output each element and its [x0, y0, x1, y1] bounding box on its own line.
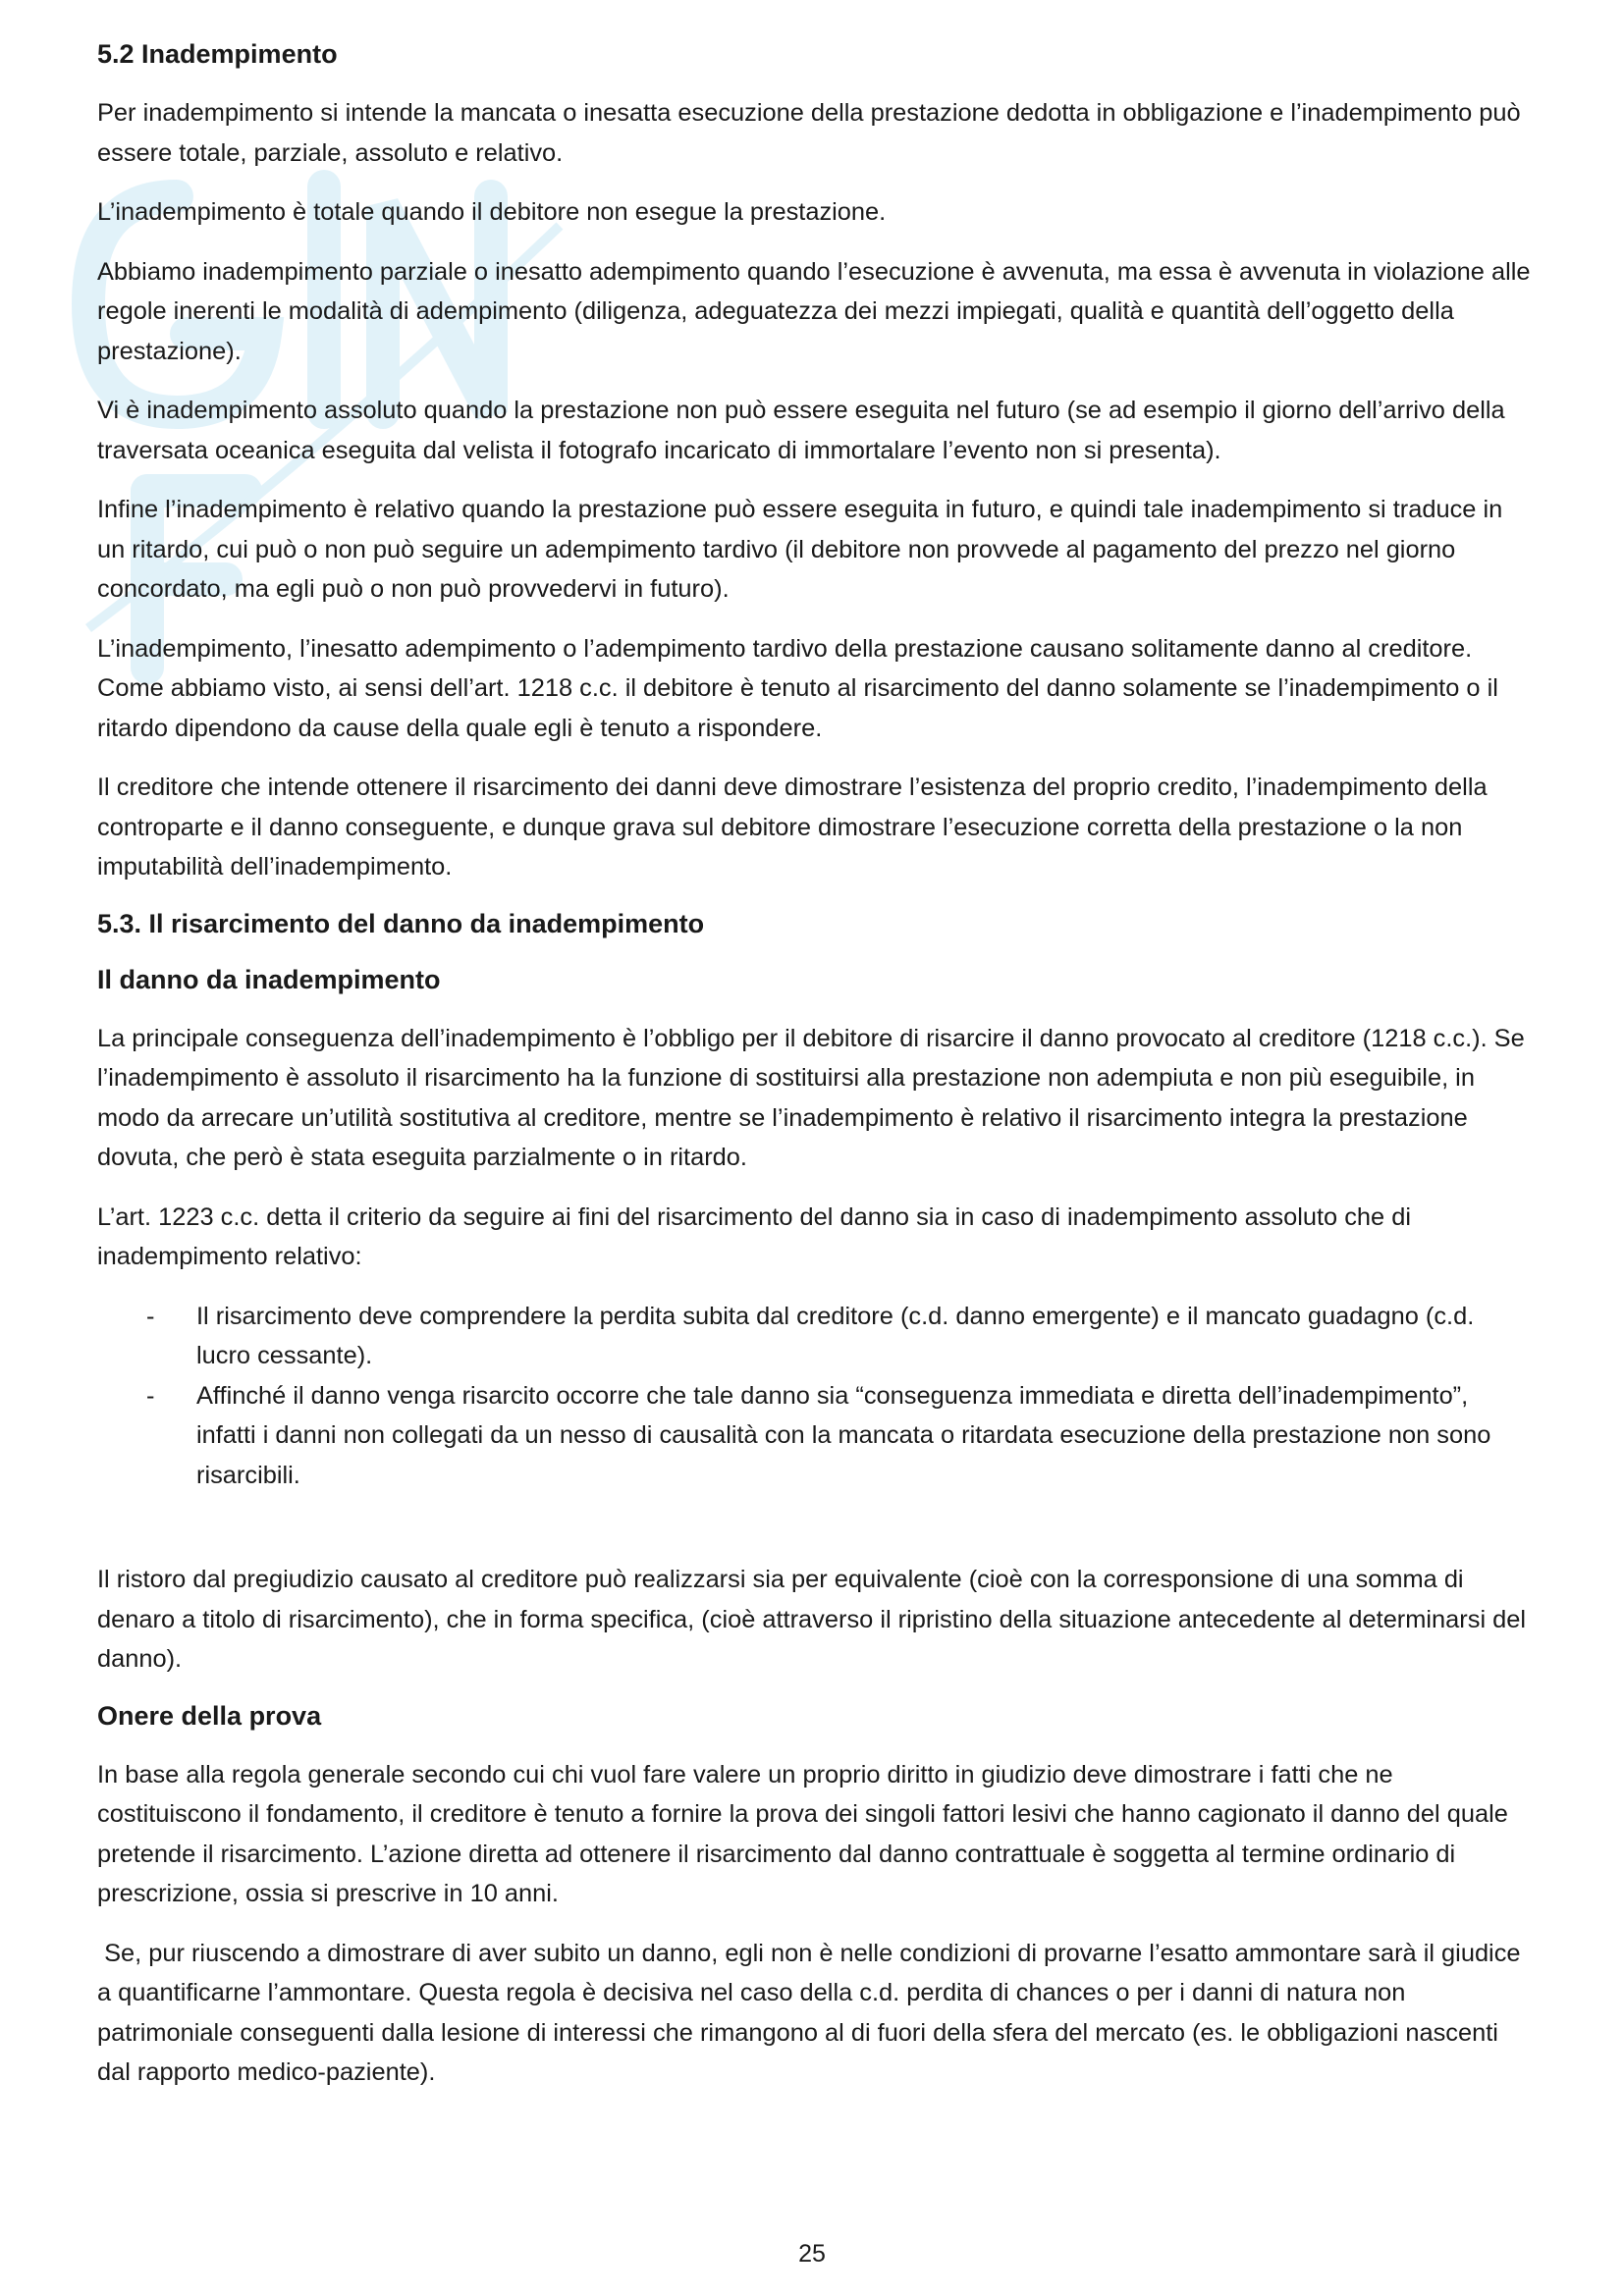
- paragraph: L’inadempimento, l’inesatto adempimento o l’adempimento tardivo della prestazione causano solitamente danno al creditore. Come abbiamo visto, ai sensi dell’art. 1218 c.c. il debitore è tenuto al risarcimento del danno solamente se l’inadempimento o il ritardo dipendono da cause della quale egli è tenuto a rispondere.: [97, 634, 1498, 742]
- list-item-text: Affinché il danno venga risarcito occorre che tale danno sia “conseguenza immediata e diretta dell’inadempimento”, infatti i danni non collegati da un nesso di causalità con la mancata o ritardata esecuzione della prestazione non sono risarcibili.: [196, 1381, 1491, 1489]
- paragraph: Abbiamo inadempimento parziale o inesatto adempimento quando l’esecuzione è avvenuta, ma essa è avvenuta in violazione alle regole inerenti le modalità di adempimento (diligenza, adeguatezza dei mezzi impiegati, qualità e quantità dell’oggetto della prestazione).: [97, 257, 1531, 365]
- spacer: [97, 1515, 1531, 1560]
- list-bullet: -: [146, 1381, 155, 1410]
- list-item-text: Il risarcimento deve comprendere la perdita subita dal creditore (c.d. danno emergente) e il mancato guadagno (c.d. lucro cessante).: [196, 1302, 1475, 1370]
- paragraph: L’art. 1223 c.c. detta il criterio da seguire ai fini del risarcimento del danno sia in caso di inadempimento assoluto che di inadempimento relativo:: [97, 1202, 1411, 1271]
- section-heading-5-2: 5.2 Inadempimento: [97, 39, 338, 69]
- subheading-onere-prova: Onere della prova: [97, 1700, 322, 1731]
- paragraph: La principale conseguenza dell’inadempimento è l’obbligo per il debitore di risarcire il danno provocato al creditore (1218 c.c.). Se l’inadempimento è assoluto il risarcimento ha la funzione di sostituirsi alla prestazione non adempiuta e non più eseguibile, in modo da arrecare un’utilità sostitutiva al creditore, mentre se l’inadempimento è relativo il risarcimento integra la prestazione dovuta, che però è stata eseguita parzialmente o in ritardo.: [97, 1024, 1525, 1172]
- criteria-list: [97, 1297, 1531, 1496]
- list-item: [97, 1376, 1531, 1496]
- paragraph: Infine l’inadempimento è relativo quando la prestazione può essere eseguita in futuro, e quindi tale inadempimento si traduce in un ritardo, cui può o non può seguire un adempimento tardivo (il debitore non provvede al pagamento del prezzo nel giorno concordato, ma egli può o non può provvedervi in futuro).: [97, 496, 1503, 604]
- subheading-danno: Il danno da inadempimento: [97, 964, 441, 994]
- paragraph: Il creditore che intende ottenere il risarcimento dei danni deve dimostrare l’esistenza del proprio credito, l’inadempimento della controparte e il danno conseguente, e dunque grava sul debitore dimostrare l’esecuzione corretta della prestazione o la non imputabilità dell’inadempimento.: [97, 774, 1488, 881]
- page-number: 25: [798, 2240, 826, 2268]
- paragraph: Se, pur riuscendo a dimostrare di aver subito un danno, egli non è nelle condizioni di provarne l’esatto ammontare sarà il giudice a quantificarne l’ammontare. Questa regola è decisiva nel caso della c.d. perdita di chances o per i danni di natura non patrimoniale conseguenti dalla lesione di interessi che rimangono al di fuori della sfera del mercato (es. le obbligazioni nascenti dal rapporto medico-paziente).: [97, 1939, 1528, 2087]
- paragraph: L’inadempimento è totale quando il debitore non esegue la prestazione.: [97, 198, 887, 227]
- paragraph: Il ristoro dal pregiudizio causato al creditore può realizzarsi sia per equivalente (cioè con la corresponsione di una somma di denaro a titolo di risarcimento), che in forma specifica, (cioè attraverso il ripristino della situazione antecedente al determinarsi del danno).: [97, 1566, 1527, 1674]
- list-bullet: -: [146, 1302, 155, 1330]
- list-item: [97, 1297, 1531, 1376]
- paragraph: Vi è inadempimento assoluto quando la prestazione non può essere eseguita nel futuro (se ad esempio il giorno dell’arrivo della traversata oceanica eseguita dal velista il fotografo incaricato di immortalare l’evento non si presenta).: [97, 397, 1505, 464]
- document-page: [97, 37, 1531, 2112]
- section-heading-5-3: 5.3. Il risarcimento del danno da inadempimento: [97, 908, 705, 938]
- paragraph: In base alla regola generale secondo cui chi vuol fare valere un proprio diritto in giudizio deve dimostrare i fatti che ne costituiscono il fondamento, il creditore è tenuto a fornire la prova dei singoli fattori lesivi che hanno cagionato il danno del quale pretende il risarcimento. L’azione diretta ad ottenere il risarcimento dal danno contrattuale è soggetta al termine ordinario di prescrizione, ossia si prescrive in 10 anni.: [97, 1760, 1508, 1908]
- paragraph: Per inadempimento si intende la mancata o inesatta esecuzione della prestazione dedotta in obbligazione e l’inadempimento può essere totale, parziale, assoluto e relativo.: [97, 99, 1521, 167]
